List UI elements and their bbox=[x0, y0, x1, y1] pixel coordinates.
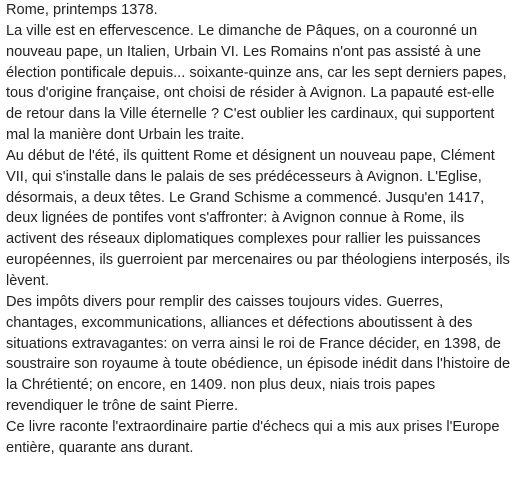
text-line: Rome, printemps 1378. bbox=[6, 2, 158, 18]
text-line: désormais, a deux têtes. Le Grand Schisme a commencé. Jusqu'en 1417, bbox=[6, 189, 485, 206]
text-line: élection pontificale depuis... soixante-quinze ans, car les sept derniers papes, bbox=[6, 64, 507, 81]
text-line: soustraire son royaume à toute obédience, un épisode inédit dans l'histoire de bbox=[6, 356, 511, 373]
text-line: situations extravagantes: on verra ainsi le roi de France décider, en 1398, de bbox=[6, 335, 501, 352]
text-line: tous d'origine française, ont choisi de résider à Avignon. La papauté est-elle bbox=[6, 85, 495, 102]
text-line: entière, quarante ans durant. bbox=[6, 439, 194, 456]
text-line: Ce livre raconte l'extraordinaire partie d'échecs qui a mis aux prises l'Europe bbox=[6, 418, 500, 435]
text-line: la Chrétienté; on encore, en 1409. non plus deux, niais trois papes bbox=[6, 377, 436, 394]
text-line: chantages, excommunications, alliances et défections aboutissent à des bbox=[6, 314, 473, 331]
text-line: La ville est en effervescence. Le dimanche de Pâques, on a couronné un bbox=[6, 22, 478, 39]
text-line: de retour dans la Ville éternelle ? C'est oublier les cardinaux, qui supportent bbox=[6, 106, 495, 123]
text-line: revendiquer le trône de saint Pierre. bbox=[6, 398, 239, 415]
text-line: VII, qui s'installe dans le palais de ses prédécesseurs à Avignon. L'Eglise, bbox=[6, 168, 482, 185]
text-line: européennes, ils guerroient par mercenaires ou par théologiens interposés, ils bbox=[6, 252, 510, 269]
text-line: Au début de l'été, ils quittent Rome et désignent un nouveau pape, Clément bbox=[6, 147, 495, 164]
text-line: Des impôts divers pour remplir des caisses toujours vides. Guerres, bbox=[6, 293, 444, 310]
text-line: activent des réseaux diplomatiques complexes pour rallier les puissances bbox=[6, 231, 481, 248]
text-line: mal la manière dont Urbain les traite. bbox=[6, 127, 245, 144]
text-line: deux lignées de pontifes vont s'affronter: à Avignon connue à Rome, ils bbox=[6, 210, 465, 227]
text-line: nouveau pape, un Italien, Urbain VI. Les Romains n'ont pas assisté à une bbox=[6, 43, 481, 60]
text-line: lèvent. bbox=[6, 272, 49, 289]
document-text bbox=[6, 0, 526, 459]
